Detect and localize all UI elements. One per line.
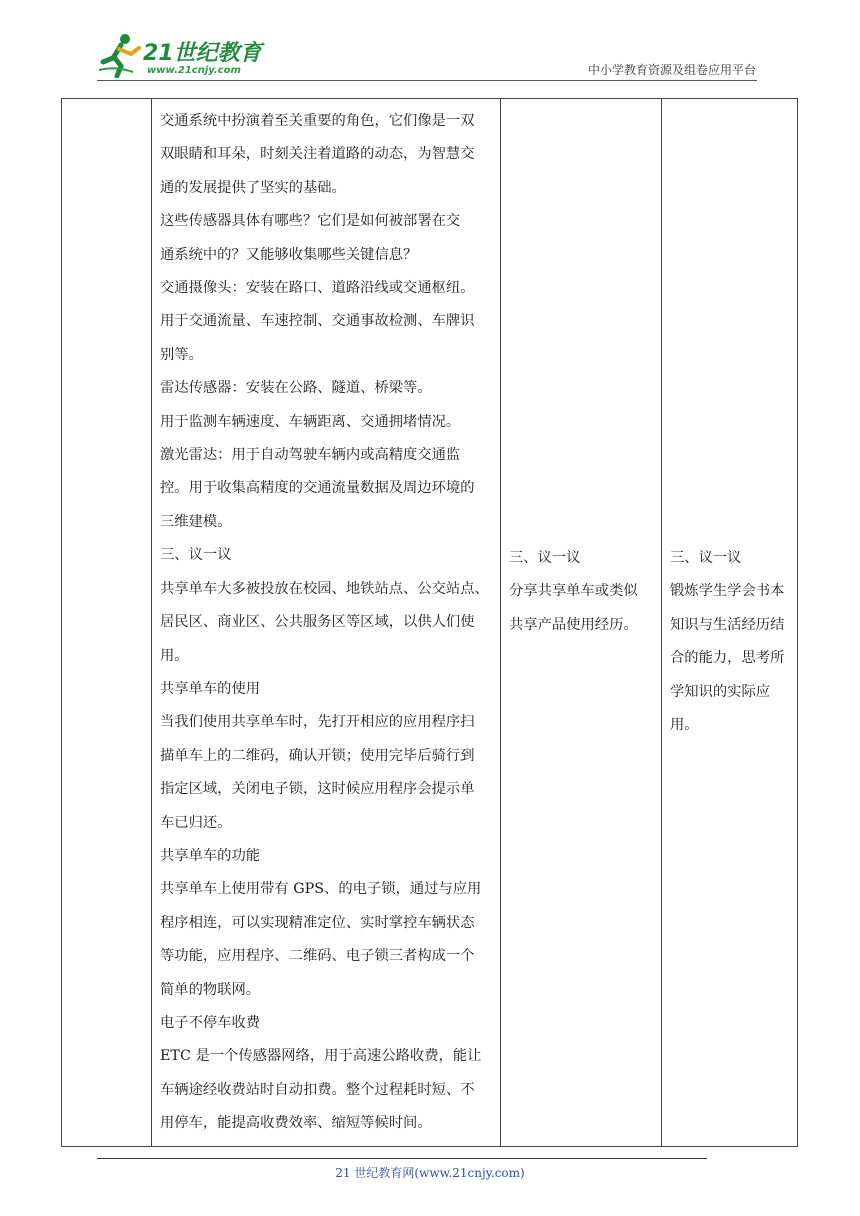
text-line: 通的发展提供了坚实的基础。 [160,179,346,196]
text-line: 分享共享单车或类似 [509,583,638,600]
text-line: 车辆途经收费站时自动扣费。整个过程耗时短、不 [160,1081,475,1098]
text-line: 用于交通流量、车速控制、交通事故检测、车牌识 [160,313,475,330]
text-line: 三、议一议 [670,550,742,566]
text-line: 激光雷达：用于自动驾驶车辆内或高精度交通监 [160,447,461,464]
text-line: 居民区、商业区、公共服务区等区域，以供人们使 [160,614,475,631]
text-line: 用。 [160,647,189,664]
text-line: 当我们使用共享单车时，先打开相应的应用程序扫 [160,714,475,731]
lesson-table [61,98,798,1147]
footer-text: 21 世纪教育网(www.21cnjy.com) [335,1166,525,1180]
text-line: 描单车上的二维码，确认开锁；使用完毕后骑行到 [160,747,475,764]
text-line: 共享单车的使用 [160,680,261,697]
site-logo[interactable] [95,32,265,80]
text-line: 指定区域，关闭电子锁，这时候应用程序会提示单 [160,781,475,798]
text-line: 通系统中的？又能够收集哪些关键信息？ [160,246,418,263]
text-line: 合的能力，思考所 [670,650,785,667]
platform-title: 中小学教育资源及组卷应用平台 [587,63,756,77]
text-line: 知识与生活经历结 [670,616,785,633]
text-line: 等功能，应用程序、二维码、电子锁三者构成一个 [160,948,475,965]
text-line: 交通摄像头：安装在路口、道路沿线或交通枢纽。 [160,280,475,297]
text-line: 交通系统中扮演着至关重要的角色，它们像是一双 [160,113,475,129]
text-line: 别等。 [160,346,203,363]
text-line: 三、议一议 [509,550,581,566]
design-intent-cell [661,99,799,1146]
text-line: 这些传感器具体有哪些？它们是如何被部署在交 [160,213,461,230]
text-line: 共享单车的功能 [160,847,261,864]
text-line: 共享单车上使用带有 GPS、的电子锁，通过与应用 [160,881,482,898]
text-line: ETC 是一个传感器网络，用于高速公路收费，能让 [160,1048,482,1065]
text-line: 电子不停车收费 [160,1014,261,1031]
text-line: 雷达传感器：安装在公路、隧道、桥梁等。 [160,380,432,397]
text-line: 简单的物联网。 [160,981,261,998]
logo-text: 21世纪教育 [143,41,262,66]
runner-logo-icon [95,32,145,78]
footer-divider [97,1158,707,1159]
text-line: 用。 [670,717,699,734]
text-line: 控。用于收集高精度的交通流量数据及周边环境的 [160,480,475,497]
text-line: 共享单车大多被投放在校园、地铁站点、公交站点、 [160,580,489,597]
text-line: 双眼睛和耳朵，时刻关注着道路的动态，为智慧交 [160,146,475,163]
text-line: 程序相连，可以实现精准定位、实时掌控车辆状态 [160,914,475,931]
text-line: 用停车，能提高收费效率、缩短等候时间。 [160,1115,432,1132]
page-header [0,0,860,90]
student-activity-cell [500,99,661,1146]
teaching-content-cell [151,99,500,1146]
text-line: 车已归还。 [160,814,232,831]
logo-url: www.21cnjy.com [147,65,241,76]
text-line: 学知识的实际应 [670,683,771,700]
header-divider [97,80,757,81]
text-line: 共享产品使用经历。 [509,616,638,633]
text-line: 三、议一议 [160,547,232,564]
text-line: 锻炼学生学会书本 [670,583,785,600]
text-line: 三维建模。 [160,513,232,530]
text-line: 用于监测车辆速度、车辆距离、交通拥堵情况。 [160,413,461,430]
